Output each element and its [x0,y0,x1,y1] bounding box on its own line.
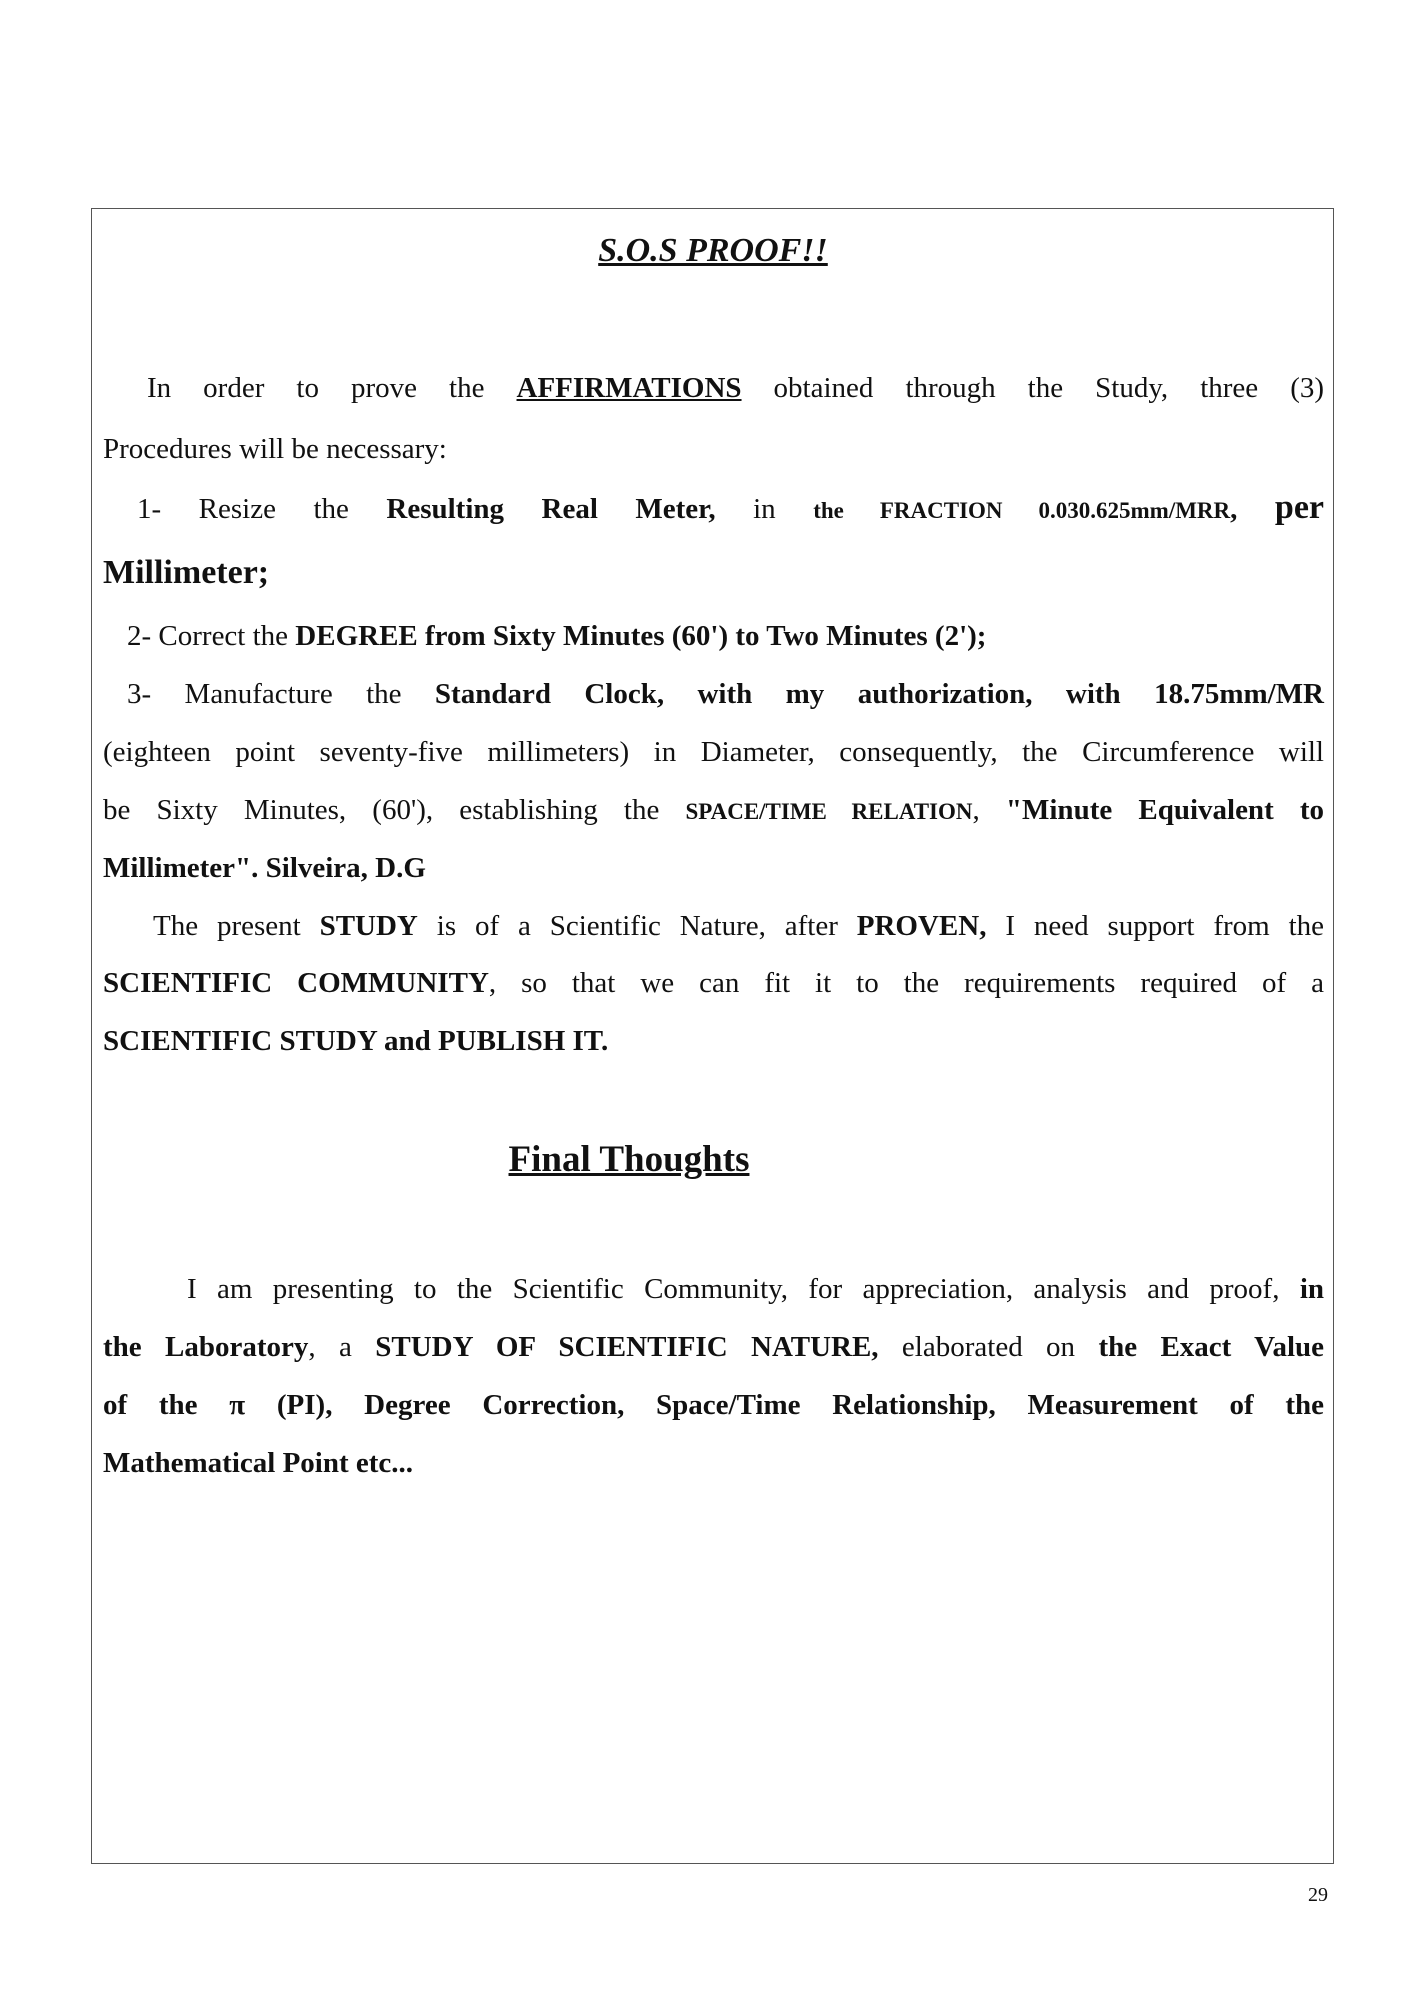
text-segment: SCIENTIFIC COMMUNITY [103,967,489,999]
text-line [103,965,1324,1001]
text-segment: the Exact Value [1098,1331,1325,1363]
text-segment: in [1299,1273,1324,1305]
text-segment: (eighteen point seventy-five millimeters) in Diameter, consequently, the Circumference will [103,736,1324,768]
text-segment: 3- Manufacture the [127,678,435,710]
section-title: Final Thoughts [508,1139,750,1180]
text-segment: PROVEN, [856,910,987,942]
text-line [103,1023,1324,1059]
text-segment: Standard Clock, with my authorization, with 18.75mm/MR [434,678,1325,710]
text-segment: , a [308,1331,376,1363]
page-number: 29 [1308,1884,1328,1906]
text-segment: , [1230,493,1275,525]
page-title: S.O.S PROOF!! [598,232,828,269]
text-line [103,618,1324,654]
text-segment: 2- Correct the [127,620,296,652]
text-line [103,431,1324,467]
text-segment: Procedures will be necessary: [103,433,447,465]
text-segment: is of a Scientific Nature, after [417,910,857,942]
text-segment: I am presenting to the Scientific Community, for appreciation, analysis and proof, [187,1273,1300,1305]
text-line [103,1271,1324,1307]
text-segment: , [972,794,1006,826]
text-segment: 1- Resize the [137,493,387,525]
text-segment: SCIENTIFIC STUDY and PUBLISH IT. [103,1025,609,1057]
text-line [103,734,1324,770]
text-segment: of the π (PI), Degree Correction, Space/Time Relationship, Measurement of the [103,1389,1324,1421]
text-segment: In order to prove the [147,372,517,404]
text-segment: the Laboratory [103,1331,309,1363]
text-segment: , so that we can fit it to the requirements required of a [488,967,1324,999]
text-segment: STUDY [319,910,418,942]
text-segment: Millimeter; [103,554,270,591]
text-line [103,676,1324,712]
text-line [103,792,1324,830]
text-line [103,490,1324,529]
text-segment: be Sixty Minutes, (60'), establishing the [103,794,686,826]
text-line [103,850,1324,886]
text-segment: the FRACTION 0.030.625mm/MRR [813,498,1231,523]
text-segment: SPACE/TIME RELATION [685,799,973,824]
text-line [103,1445,1324,1481]
text-segment: DEGREE from Sixty Minutes (60') to Two Minutes (2'); [295,620,987,652]
text-segment: elaborated on [878,1331,1099,1363]
text-line [103,370,1324,406]
text-segment: Mathematical Point etc... [103,1447,414,1479]
text-line [103,1387,1324,1423]
text-segment: I need support from the [986,910,1325,942]
text-segment: The present [153,910,320,942]
text-segment: obtained through the Study, three (3) [741,372,1325,404]
text-segment: per [1274,489,1324,526]
text-segment: Resulting Real Meter, [386,493,716,525]
text-segment: STUDY OF SCIENTIFIC NATURE, [375,1331,879,1363]
text-line [103,908,1324,944]
text-segment: in [715,493,814,525]
text-line [103,555,1324,592]
text-segment: Millimeter". Silveira, D.G [103,852,426,884]
text-line [103,1329,1324,1365]
text-segment: "Minute Equivalent to [1005,794,1325,826]
text-segment: AFFIRMATIONS [516,372,742,404]
